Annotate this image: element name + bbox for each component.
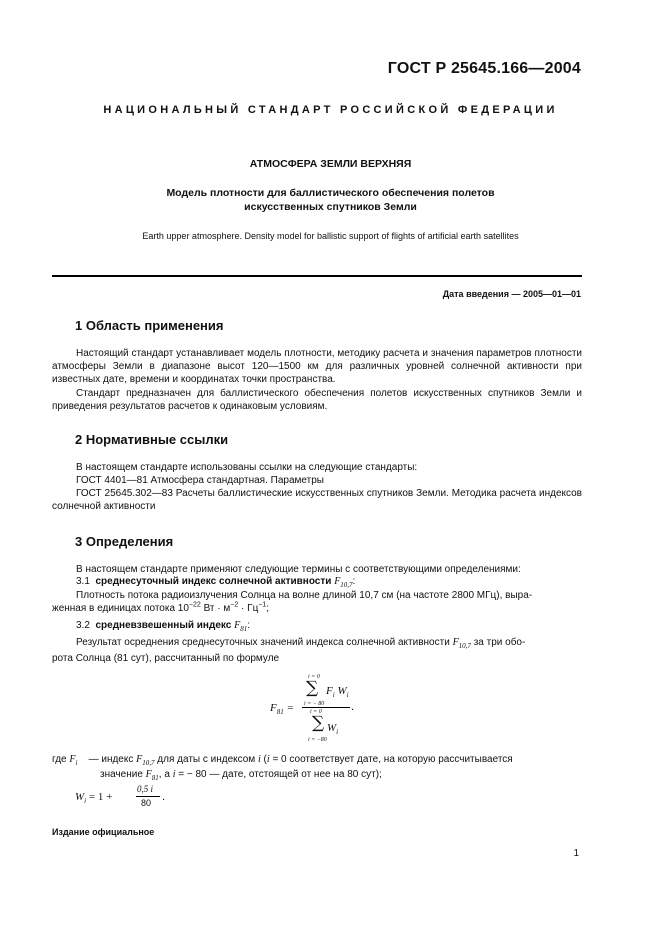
term-3-2-subscript: 81 [240, 625, 248, 633]
formula-num-sum-lower: i = − 80 [304, 701, 325, 707]
formula-wi-lhs: $W_i = 1$ + [75, 791, 113, 806]
formula-num-sigma-icon: ∑ [306, 678, 319, 698]
term-3-1-number: 3.1 [76, 576, 90, 587]
section2-reference1: ГОСТ 4401—81 Атмосфера стандартная. Параметры [76, 475, 324, 486]
term-3-2: 3.2 средневзвешенный индекс $F_{81}$: [76, 620, 250, 633]
document-title: АТМОСФЕРА ЗЕМЛИ ВЕРХНЯЯ [249, 158, 412, 170]
section1-paragraph2: Стандарт предназначен для баллистического обеспечения полетов искусственных спутников Земли и приведения результатов расчетов к одинаковым условиям. [52, 388, 582, 412]
formula-wi-fraction-bar [136, 796, 160, 797]
term-3-1: 3.1 среднесуточный индекс солнечной активности $F_{10,7}$: [76, 576, 356, 589]
gost-number: ГОСТ Р 25645.166—2004 [387, 60, 581, 77]
formula-fraction-bar [302, 707, 350, 708]
formula-lhs: $F_{81}$ = [270, 702, 294, 717]
formula-den-term: $W_i$ [327, 722, 339, 737]
section3-heading: 3 Определения [75, 534, 174, 549]
title-divider [52, 275, 582, 277]
section1-heading: 1 Область применения [75, 318, 224, 333]
term-3-2-definition-line1: Результат осреднения среднесуточных значений индекса солнечной активности $F_{10,7}$ за три обо- [76, 637, 526, 650]
formula-wi-denominator: 80 [141, 798, 152, 808]
section3-intro: В настоящем стандарте применяют следующие термины с соответствующими определениями: [76, 564, 521, 575]
formula-wi-numerator: 0,5 i [137, 784, 154, 794]
term-3-2-definition-line2: рота Солнца (81 сут), рассчитанный по формуле [52, 653, 280, 664]
formula-num-sum-upper: i = 0 [308, 674, 320, 680]
term-3-2-label: средневзвешенный индекс [95, 620, 232, 631]
where-line2: значение $F_{81}$, а i = − 80 — дате, отстоящей от нее на 80 сут); [100, 769, 382, 782]
where-line1: где $F_i$ — индекс $F_{10,7}$ для даты с индексом i (i = 0 соответствует дате, на которую рассчитывается [52, 754, 513, 767]
section2-intro: В настоящем стандарте использованы ссылки на следующие стандарты: [76, 462, 418, 473]
english-title: Earth upper atmosphere. Density model for ballistic support of flights of artificial earth satellites [142, 231, 519, 241]
formula-den-sigma-icon: ∑ [312, 713, 325, 733]
formula-den-sum-lower: i = −80 [308, 737, 327, 743]
national-standard-banner: НАЦИОНАЛЬНЫЙ СТАНДАРТ РОССИЙСКОЙ ФЕДЕРАЦИИ [103, 104, 558, 116]
term-3-1-label: среднесуточный индекс солнечной активности [95, 576, 332, 587]
section1-paragraph1: Настоящий стандарт устанавливает модель плотности, методику расчета и значения параметров плотности атмосферы Земли в диапазоне высот 120—1500 км для различных уровней солнечной активности при известных дате, времени и координатах точки пространства. [52, 348, 582, 385]
official-edition-label: Издание официальное [52, 827, 155, 837]
term-3-2-number: 3.2 [76, 620, 90, 631]
term-3-1-subscript: 10,7 [340, 581, 353, 589]
formula-num-terms: $F_i$ $W_i$ [326, 685, 349, 700]
section2-reference2: ГОСТ 25645.302—83 Расчеты баллистические искусственных спутников Земли. Методика расчета индексов солнечной активности [52, 488, 582, 512]
formula-den-sum-upper: i = 0 [310, 709, 322, 715]
term-3-1-definition-line2: женная в единицах потока $10^{-22}$ Вт · $м^{-2} \cdot Гц^{-1}$; [52, 601, 270, 614]
term-3-1-definition-line1: Плотность потока радиоизлучения Солнца на волне длиной 10,7 см (на частоте 2800 МГц), выра- [76, 590, 533, 601]
term-3-1-symbol: F [334, 576, 341, 587]
section2-heading: 2 Нормативные ссылки [75, 432, 229, 447]
page-number: 1 [573, 848, 579, 859]
document-subtitle-line2: искусственных спутников Земли [244, 201, 417, 213]
document-subtitle-line1: Модель плотности для баллистического обеспечения полетов [166, 187, 495, 199]
introduction-date: Дата введения — 2005—01—01 [442, 289, 581, 299]
term-3-2-symbol: F [234, 620, 241, 631]
